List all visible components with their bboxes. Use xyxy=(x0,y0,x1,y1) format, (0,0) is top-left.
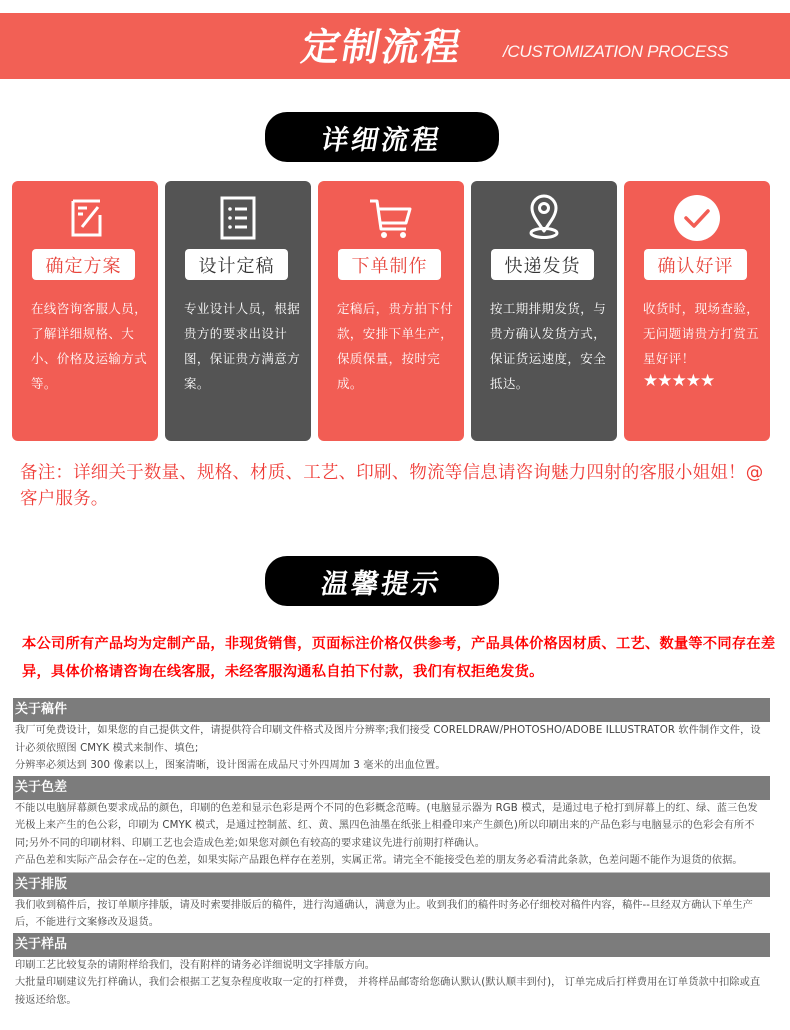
tip-section-layout xyxy=(13,873,770,933)
process-heading xyxy=(265,112,499,162)
step-description: 定稿后，贵方拍下付款，安排下单生产，保质保量，按时完成。 xyxy=(337,301,454,391)
tip-section-title: 关于样品 xyxy=(13,933,770,957)
banner-subtitle: /CUSTOMIZATION PROCESS xyxy=(503,42,729,61)
banner-title: 定制流程 xyxy=(298,25,466,69)
step-card-confirm-review xyxy=(624,181,770,441)
tips-heading xyxy=(265,556,499,606)
step-title: 设计定稿 xyxy=(185,249,288,280)
tip-line: 大批量印刷建议先打样确认，我们会根据工艺复杂程度收取一定的打样费， 并将样品邮寄给您确认默认(默认顺丰到付)， 订单完成后打样费用在订单货款中扣除或直接返还给您。 xyxy=(15,977,761,1006)
tip-section-title: 关于色差 xyxy=(13,776,770,800)
process-note: 备注：详细关于数量、规格、材质、工艺、印刷、物流等信息请咨询魅力四射的客服小姐姐！@客户服务。 xyxy=(20,463,764,509)
tip-line: 我们收到稿件后，按订单顺序排版，请及时索要排版后的稿件，进行沟通确认，满意为止。收到我们的稿件时务必仔细校对稿件内容，稿件--旦经双方确认下单生产后，不能进行文案修改及退货。 xyxy=(15,899,753,928)
checkmark-circle-icon xyxy=(672,193,722,243)
step-title: 下单制作 xyxy=(338,249,441,280)
step-card-confirm-plan xyxy=(12,181,158,441)
tip-line: 产品色差和实际产品会存在--定的色差，如果实际产品跟色样存在差别，实属正常。请完全不能接受色差的朋友务必看清此条款，色差问题不能作为退货的依据。 xyxy=(15,855,743,866)
step-card-express-delivery xyxy=(471,181,617,441)
tip-section-body xyxy=(13,722,770,776)
shopping-cart-icon xyxy=(366,193,416,243)
tips-list xyxy=(13,698,770,1010)
step-description: 在线咨询客服人员，了解详细规格、大小、价格及运输方式等。 xyxy=(31,301,148,391)
step-description xyxy=(643,296,763,391)
step-title: 确认好评 xyxy=(644,249,747,280)
process-steps xyxy=(12,181,778,441)
step-card-design-finalize xyxy=(165,181,311,441)
tip-section-color-difference xyxy=(13,776,770,873)
step-card-order-production xyxy=(318,181,464,441)
tip-section-body xyxy=(13,957,770,1011)
tip-line: 印刷工艺比较复杂的请附样给我们，没有附样的请务必详细说明文字排版方向。 xyxy=(15,959,376,971)
tip-section-samples xyxy=(13,933,770,1011)
five-star-rating: ★★★★★ xyxy=(643,371,715,391)
step-title: 快递发货 xyxy=(491,249,594,280)
step-title: 确定方案 xyxy=(32,249,135,280)
top-banner xyxy=(0,13,790,79)
process-heading-text: 详细流程 xyxy=(318,124,445,156)
tips-heading-text: 温馨提示 xyxy=(318,568,445,600)
tip-line: 不能以电脑屏幕颜色要求成品的颜色，印刷的色差和显示色彩是两个不同的色彩概念范畴。(电脑显示器为 RGB 模式，是通过电子枪打到屏幕上的红、绿、蓝三色发光极上来产生的色公彩，印刷为 CMYK 模式，是通过控制蓝、红、黄、黑四色油墨在纸张上相叠印来产生颜色)所以印刷出来的产品色彩与电脑显示的色彩会有所不同;另外不同的印刷材料、印刷工艺也会造成色差;如果您对颜色有较高的要求建议先进行前期打样确认。 xyxy=(15,802,758,849)
location-pin-icon xyxy=(519,193,569,243)
pricing-warning: 本公司所有产品均为定制产品，非现货销售，页面标注价格仅供参考，产品具体价格因材质、工艺、数量等不同存在差异，具体价格请咨询在线客服，未经客服沟通私自拍下付款，我们有权拒绝发货。 xyxy=(22,636,776,680)
tip-section-body xyxy=(13,897,770,933)
tip-section-title: 关于稿件 xyxy=(13,698,770,722)
step-description: 按工期排期发货，与贵方确认发货方式，保证货运速度，安全抵达。 xyxy=(490,301,607,391)
tip-section-artwork xyxy=(13,698,770,776)
step-description: 专业设计人员，根据贵方的要求出设计图，保证贵方满意方案。 xyxy=(184,301,301,391)
list-document-icon xyxy=(213,193,263,243)
tip-line: 分辨率必须达到 300 像素以上，图案清晰，设计图需在成品尺寸外四周加 3 毫米的出血位置。 xyxy=(15,760,446,771)
tip-line: 我厂可免费设计，如果您的自己提供文件，请提供符合印刷文件格式及图片分辨率;我们接受 CORELDRAW/PHOTOSHO/ADOBE ILLUSTRATOR 软件制作文件，设计必须依照图 CMYK 模式来制作、填色; xyxy=(15,725,761,754)
tip-section-title: 关于排版 xyxy=(13,873,770,897)
edit-icon xyxy=(60,193,110,243)
tip-section-body xyxy=(13,800,770,871)
step-description-text: 收货时，现场查验，无问题请贵方打赏五星好评！ xyxy=(643,301,760,366)
